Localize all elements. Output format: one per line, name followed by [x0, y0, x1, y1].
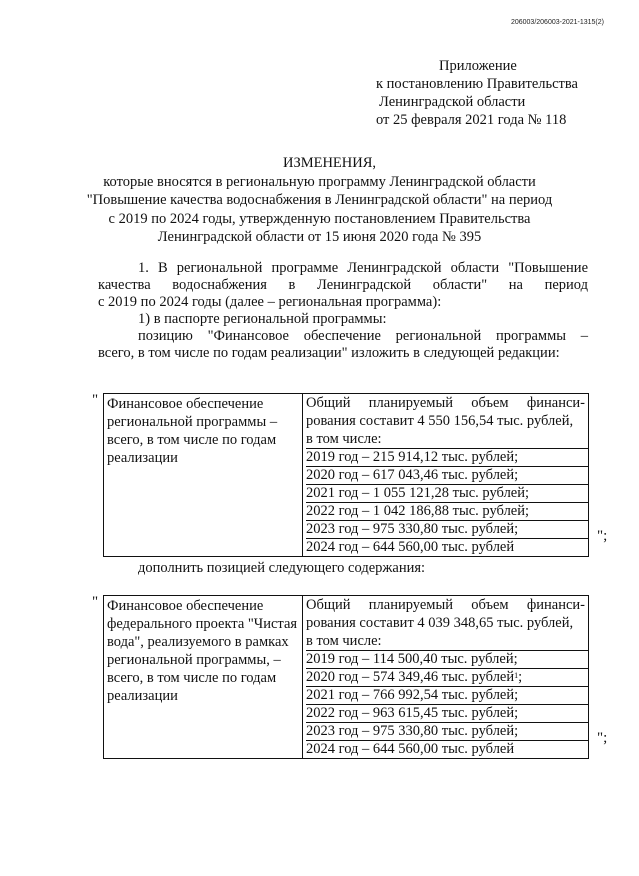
year-line [306, 668, 588, 686]
addition-paragraph: дополнить позицией следующего содержания: [138, 560, 426, 576]
cell-line: в том числе: [306, 633, 382, 649]
table-value-cell [303, 596, 589, 759]
year-line: 2023 год – 975 330,80 тыс. рублей; [306, 722, 588, 740]
open-quote: " [92, 594, 99, 610]
table-row [104, 394, 589, 557]
table-value-cell [303, 394, 589, 557]
paragraph-line: 1) в паспорте региональной программы: [138, 311, 387, 327]
footnote-mark: 1 [514, 671, 519, 680]
title-line: которые вносятся в региональную программу Ленинградской области [103, 173, 536, 190]
close-quote: "; [597, 730, 608, 746]
cell-line: Общий планируемый объем финанси- [306, 395, 585, 411]
table-label-cell: Финансовое обеспечение региональной программы – всего, в том числе по годам реализации [104, 394, 303, 557]
cell-line: Общий планируемый объем финанси- [306, 597, 585, 613]
financing-table-1 [103, 393, 589, 557]
document-id: 206003/206003-2021-1315(2) [510, 19, 604, 26]
cell-line: в том числе: [306, 431, 382, 447]
table-label-cell: Финансовое обеспечение федерального проекта "Чистая вода", реализуемого в рамках региональной программы, – всего, в том числе по годам реализации [104, 596, 303, 759]
year-line: 2019 год – 215 914,12 тыс. рублей; [306, 448, 588, 466]
cell-line: рования составит 4 039 348,65 тыс. рублей, [306, 615, 574, 631]
cell-line: рования составит 4 550 156,54 тыс. рублей, [306, 413, 574, 429]
financing-table-2 [103, 595, 589, 759]
year-text: 2020 год – 574 349,46 тыс. рублей [306, 669, 515, 685]
paragraph-line: 1. В региональной программе Ленинградской области "Повышение [138, 260, 588, 276]
title-line: с 2019 по 2024 годы, утвержденную постановлением Правительства [108, 210, 531, 227]
appendix-line: от 25 февраля 2021 года № 118 [376, 112, 567, 128]
document-title [0, 154, 639, 247]
paragraph-line: позицию "Финансовое обеспечение региональной программы – [138, 328, 588, 344]
year-tail: ; [518, 669, 523, 685]
open-quote: " [92, 392, 99, 408]
close-quote: "; [597, 528, 608, 544]
year-line: 2019 год – 114 500,40 тыс. рублей; [306, 650, 588, 668]
year-line: 2021 год – 766 992,54 тыс. рублей; [306, 686, 588, 704]
paragraph-line: с 2019 по 2024 годы (далее – региональная программа): [98, 294, 442, 310]
year-line: 2021 год – 1 055 121,28 тыс. рублей; [306, 484, 588, 502]
year-line: 2024 год – 644 560,00 тыс. рублей [306, 538, 588, 556]
appendix-block [376, 57, 578, 129]
title-line: "Повышение качества водоснабжения в Ленинградской области" на период [86, 192, 553, 208]
table-row [104, 596, 589, 759]
paragraph-line: всего, в том числе по годам реализации" изложить в следующей редакции: [98, 345, 560, 361]
year-line: 2020 год – 617 043,46 тыс. рублей; [306, 466, 588, 484]
section-1 [98, 260, 588, 362]
year-line: 2022 год – 963 615,45 тыс. рублей; [306, 704, 588, 722]
year-line: 2024 год – 644 560,00 тыс. рублей [306, 740, 588, 758]
appendix-line: к постановлению Правительства [376, 76, 578, 92]
paragraph-line: качества водоснабжения в Ленинградской области" на период [98, 277, 588, 293]
appendix-line: Ленинградской области [379, 94, 526, 110]
year-line: 2023 год – 975 330,80 тыс. рублей; [306, 520, 588, 538]
title-heading: ИЗМЕНЕНИЯ, [282, 155, 377, 171]
title-line: Ленинградской области от 15 июня 2020 года № 395 [157, 229, 482, 245]
year-line: 2022 год – 1 042 186,88 тыс. рублей; [306, 502, 588, 520]
appendix-line: Приложение [439, 58, 517, 74]
